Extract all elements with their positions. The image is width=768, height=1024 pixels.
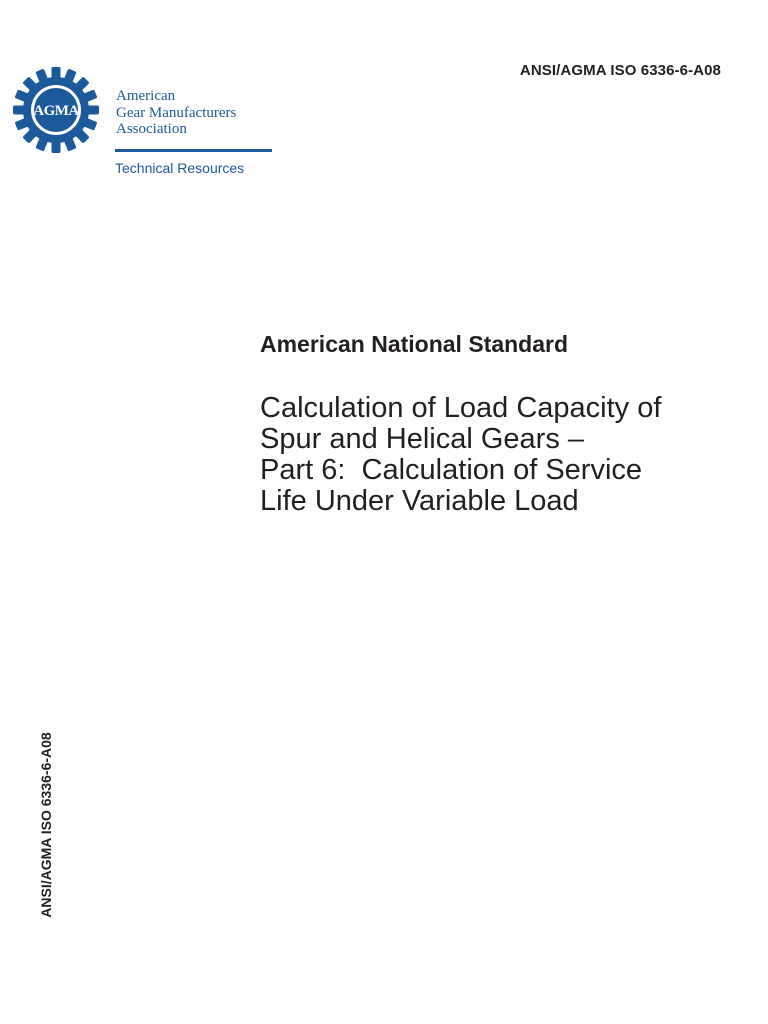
spine-document-code: ANSI/AGMA ISO 6336-6-A08 — [38, 732, 54, 918]
document-title — [260, 393, 740, 517]
title-line-4: Life Under Variable Load — [260, 485, 579, 517]
title-line-2: Spur and Helical Gears – — [260, 423, 584, 455]
title-line-1: Calculation of Load Capacity of — [260, 392, 662, 424]
gear-tooth — [52, 67, 61, 81]
organization-name — [116, 88, 236, 138]
org-name-line-3: Association — [116, 121, 187, 137]
logo-divider — [115, 149, 272, 152]
gear-logo-icon — [12, 66, 100, 154]
gear-tooth — [13, 106, 27, 115]
gear-tooth — [85, 106, 99, 115]
title-line-3: Part 6: Calculation of Service — [260, 454, 643, 486]
gear-tooth — [52, 139, 61, 153]
org-name-line-1: American — [116, 88, 176, 104]
logo-mark-text: AGMA — [33, 103, 79, 119]
standard-label: American National Standard — [260, 331, 569, 357]
agma-logo — [12, 66, 274, 186]
document-code: ANSI/AGMA ISO 6336-6-A08 — [519, 62, 721, 79]
logo-tagline: Technical Resources — [115, 160, 245, 176]
org-name-line-2: Gear Manufacturers — [116, 104, 237, 121]
